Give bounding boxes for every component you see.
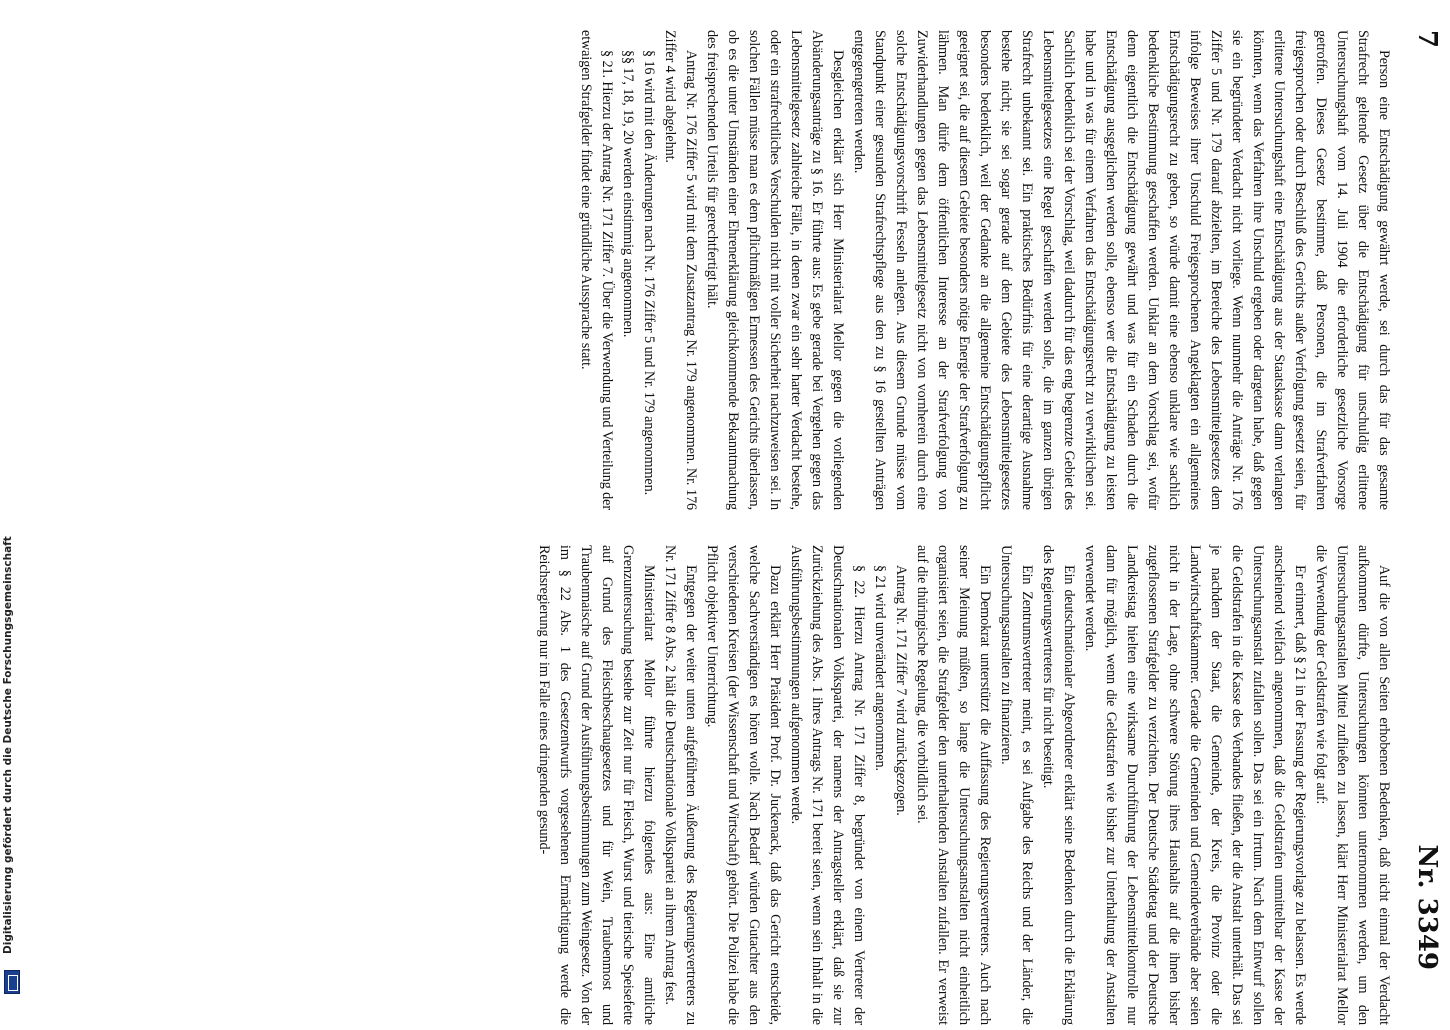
left-column xyxy=(575,30,1394,510)
paragraph: §§ 17, 18, 19, 20 werden einstimmig angenommen. xyxy=(620,50,636,338)
paragraph: § 22. Hierzu Antrag Nr. 171 Ziffer 8, begründet von einem Vertreter der Deutschnationalen Volkspartei, der namens der Antragsteller erklärt, daß sie zur Zurückziehung des Abs. 1 ihres Antrags Nr. 171 bereit seien, wenn sein Inhalt in die Ausführungsbestimmungen aufgenommen werde. xyxy=(788,545,867,1025)
paragraph: § 21. Hierzu der Antrag Nr. 171 Ziffer 7. Über die Verwendung und Verteilung der etwaigen Strafgelder findet eine gründliche Aussprache statt. xyxy=(578,30,615,510)
paragraph: Antrag Nr. 176 Ziffer 5 wird mit dem Zusatzantrag Nr. 179 angenommen. Nr. 176 Ziffer 4 wird abgelehnt. xyxy=(662,30,699,510)
paragraph: Auf die von allen Seiten erhobenen Bedenken, daß nicht einmal der Verdacht aufkommen dürfte, Untersuchungen könnten unternommen werden, um den Untersuchungsanstalten Mittel zufließen zu lassen, klärt Herr Ministerialrat Mellor die Verwendung der Geldstrafen wie folgt auf: xyxy=(1313,545,1392,1025)
paragraph: § 21 wird unverändert angenommen. xyxy=(872,565,888,771)
watermark-text: Digitalisierung gefördert durch die Deutsche Forschungsgemeinschaft xyxy=(2,536,14,954)
paragraph: Person eine Entschädigung gewährt werde, sei durch das für das gesamte Strafrecht geltende Gesetz über die Entschädigung für unschuldig erlittene Untersuchungshaft vom 14. Juli 1904 die erforderliche gesetzliche Vorsorge getroffen. Dieses Gesetz bestimme, daß Personen, die im Strafverfahren freigesprochen oder durch Beschluß des Gerichts außer Verfolgung gesetzt seien, für erlittene Untersuchungshaft eine Entschädigung aus der Staatskasse dann verlangen könnten, wenn das Verfahren ihre Unschuld ergeben oder dargetan habe, daß gegen sie ein begründeter Verdacht nicht vorliege. Wenn nunmehr die Anträge Nr. 176 Ziffer 5 und Nr. 179 darauf abzielten, im Bereiche des Lebensmittelgesetzes dem infolge Beweises ihrer Unschuld Freigesprochenen Angeklagten ein allgemeines Entschädigungsrecht zu geben, so würde damit eine ebenso unklare wie sachlich bedenkliche Bestimmung geschaffen werden. Unklar an dem Vorschlag sei, wofür denn eigentlich die Entschädigung gewährt und was für ein Schaden durch die Entschädigung ausgeglichen werden solle, ebenso wer die Entschädigung zu leisten habe und in was für einem Verfahren das Entschädigungsrecht zu verwirklichen sei. Sachlich bedenklich sei der Vorschlag, weil dadurch für das eng begrenzte Gebiet des Lebensmittelgesetzes eine Regel geschaffen werden solle, die im ganzen übrigen Strafrecht unbekannt sei. Ein praktisches Bedürfnis für eine derartige Ausnahme bestehe nicht; sie sei sogar gerade auf dem Gebiete des Lebensmittelgesetzes besonders bedenklich, weil der Gedanke an die allgemeine Entschädigungspflicht geeignet sei, die auf diesem Gebiete besonders nötige Energie der Strafverfolgung zu lähmen. Man dürfe dem öffentlichen Interesse an der Strafverfolgung von Zuwiderhandlungen gegen das Lebensmittelgesetz nicht von vornherein durch eine solche Entschädigungsvorschrift Fesseln anlegen. Aus diesem Grunde müsse vom Standpunkt einer gesunden Strafrechtspflege aus den zu § 16 gestellten Anträgen entgegengetreten werden. xyxy=(851,30,1392,510)
paragraph: Ein Zentrumsvertreter meint, es sei Aufgabe des Reichs und der Länder, die Untersuchungsanstalten zu finanzieren. xyxy=(998,545,1035,1025)
right-column xyxy=(533,545,1394,1025)
paragraph: Ministerialrat Mellor führte hierzu folgendes aus: Eine amtliche Grenzuntersuchung bestehe zur Zeit nur für Fleisch, Wurst und tierische Speisefette auf Grund des Fleischbeschaugesetzes und für Wein, Traubenmost und Traubenmaische auf Grund der Ausführungsbestimmungen zum Weingesetz. Von der im § 22 Abs. 1 des Gesetzentwurfs vorgesehenen Ermächtigung werde die Reichsregierung nur im Falle eines dringenden gesund- xyxy=(536,545,657,1025)
page-number: 7 xyxy=(1412,30,1442,49)
digitization-watermark xyxy=(2,4,22,994)
paragraph: Dazu erklärt Herr Präsident Prof. Dr. Juckenack, daß das Gericht entscheide, welche Sachverständigen es hören wolle. Nach Bedarf würden Gutachter aus den verschiedenen Kreisen (der Wissenschaft und Wirtschaft) gehört. Die Polizei habe die Pflicht objektiver Unterrichtung. xyxy=(704,545,783,1025)
paragraph: § 16 wird mit den Änderungen nach Nr. 176 Ziffer 5 und Nr. 179 angenommen. xyxy=(641,50,657,496)
paragraph: Ein deutschnationaler Abgeordneter erklärt seine Bedenken durch die Erklärung des Regierungsvertreters für nicht beseitigt. xyxy=(1040,545,1077,1025)
rotated-document-page xyxy=(80,30,1450,1030)
paragraph: Desgleichen erklärt sich Herr Ministerialrat Mellor gegen die vorliegenden Abänderungsanträge zu § 16. Er führte aus: Es gebe gerade bei Vergehen gegen das Lebensmittelgesetz zahlreiche Fälle, in denen zwar ein sehr harter Verdacht bestehe, oder ein strafrechtliches Verschulden nicht mit voller Sicherheit nachzuweisen sei. In solchen Fällen müsse man es dem pflichtmäßigen Ermessen des Gerichts überlassen, ob es die unter Umständen einer Ehrenerklärung gleichkommende Bekanntmachung des freisprechenden Urteils für gerechtfertigt hält. xyxy=(704,30,846,510)
page-header xyxy=(1400,30,1450,1030)
paragraph: Er erinnert, daß § 21 in der Fassung der Regierungsvorlage zu belassen. Es werde anscheinend vielfach angenommen, daß die Geldstrafen unmittelbar der Kasse der Untersuchungsanstalt zufallen sollen. Das sei ein Irrtum. Nach dem Entwurf sollen die Geldstrafen in die Kasse des Verbandes fließen, der die Anstalt unterhält. Das sei je nachdem der Staat, die Gemeinde, der Kreis, die Provinz oder die Landwirtschaftskammer. Gerade die Gemeinden und Gemeindeverbände aber seien nicht in der Lage, ohne schwere Störung ihres Haushalts auf die ihnen bisher zugeflossenen Strafgelder zu verzichten. Der Deutsche Städtetag und der Deutsche Landkreistag hielten eine wirksame Durchführung der Lebensmittelkontrolle nur dann für möglich, wenn die Geldstrafen wie bisher zur Unterhaltung der Anstalten verwendet werden. xyxy=(1082,545,1308,1025)
paragraph: Entgegen der weiter unten aufgeführten Äußerung des Regierungsvertreters zu Nr. 171 Ziffer 8 Abs. 2 hält die Deutschnationale Volkspartei an ihrem Antrag fest. xyxy=(662,545,699,1025)
paragraph: Ein Demokrat unterstützt die Auffassung des Regierungsvertreters. Auch nach seiner Meinung müßten, so lange die Untersuchungsanstalten nicht einheitlich organisiert seien, die Strafgelder den unterhaltenden Anstalten zufallen. Er verweist auf die thüringische Regelung, die vorbildlich sei. xyxy=(914,545,993,1025)
paragraph: Antrag Nr. 171 Ziffer 7 wird zurückgezogen. xyxy=(893,565,909,816)
dfg-logo-icon xyxy=(4,970,20,994)
issue-number: Nr. 3349 xyxy=(1412,844,1442,970)
